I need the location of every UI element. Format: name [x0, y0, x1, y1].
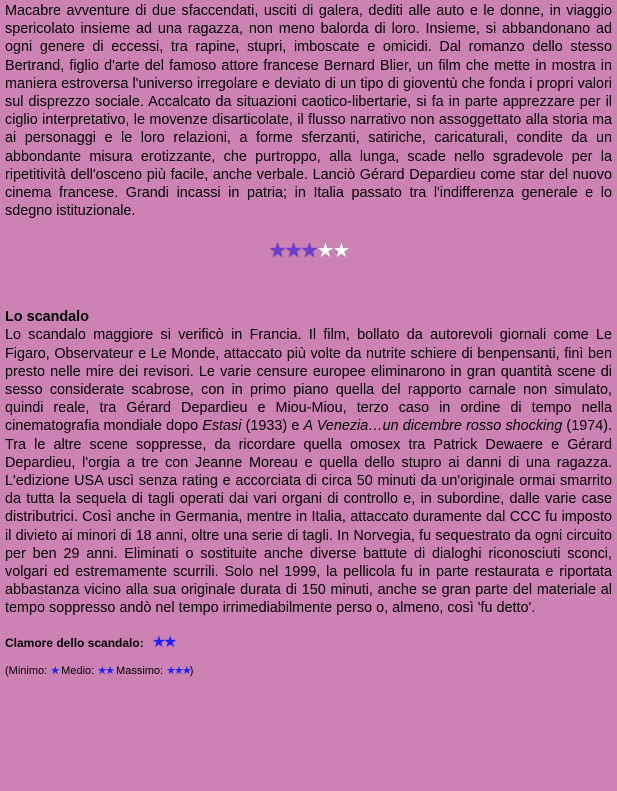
scandal-level-star-icons: ★★ — [151, 633, 175, 651]
scandal-section-title: Lo scandalo — [5, 309, 89, 326]
scandal-paragraph — [5, 326, 612, 617]
film-title-a-venezia: A Venezia…un dicembre rosso shocking — [303, 418, 563, 435]
legend-massimo-label: Massimo: — [112, 664, 167, 677]
synopsis-paragraph: Macabre avventure di due sfaccendati, usciti di galera, dediti alle auto e le donne, in viaggio spericolato insieme ad una ragazza, non meno balorda di loro. Insieme, si abbandonano ad ogni genere di eccessi, tra rapine, stupri, imboscate e omicidi. Dal romanzo dello stesso Bertrand, figlio d'arte del famoso attore francese Bernard Blier, un film che mette in mostra in maniera estroversa l'universo irregolare e deviato di un tipo di gioventù che fonda i propri valori sul disprezzo sociale. Accalcato da situazioni caotico-libertarie, si fa in parte apprezzare per il ciglio interpretativo, le movenze disarticolate, il flusso narrativo non assoggettato alla storia ma ai personaggi e le loro relazioni, a forme sferzanti, satiriche, caricaturali, condite da un abbondante misura erotizzante, che purtroppo, alla lunga, scade nello sgradevole per la ripetitività dell'osceno più facile, anche verbale. Lanciò Gérard Depardieu come star del nuovo cinema francese. Grandi incassi in patria; in Italia passato tra l'indifferenza generale e lo sdegno istituzionale. — [5, 3, 612, 220]
legend-massimo-star-icons: ★★★ — [166, 664, 190, 677]
rating-empty-star-icons: ★★ — [316, 240, 349, 263]
legend-min-star-icon: ★ — [50, 664, 59, 677]
legend-open: (Minimo: — [5, 664, 51, 677]
rating-stars — [5, 241, 612, 261]
scandal-level-label: Clamore dello scandalo: — [5, 635, 144, 650]
scandal-level — [5, 634, 612, 652]
scandal-text-part-2: (1933) e — [241, 418, 304, 435]
scandal-level-legend — [5, 664, 612, 678]
scandal-text-part-1: Lo scandalo maggiore si verificò in Francia. Il film, bollato da autorevoli giornali come Le Figaro, Observateur e Le Monde, attaccato più volte da nutrite schiere di benpensanti, finì ben presto nelle mire dei revisori. Le varie censure europee eliminarono in gran quantità scene di sesso considerate scabrose, con in primo piano quella del rapporto carnale non simulato, quindi reale, tra Gérard Depardieu e Miou-Miou, terzo caso in ordine di tempo nella cinematografia mondiale dopo — [5, 327, 612, 435]
legend-medio-star-icons: ★★ — [97, 664, 113, 677]
film-title-estasi: Estasi — [202, 418, 242, 435]
legend-close: ) — [189, 664, 194, 677]
scandal-text-part-3: (1974). Tra le altre scene soppresse, da ricordare quella omosex tra Patrick Dewaere e Gérard Depardieu, l'orgia a tre con Jeanne Moreau e quella dello stupro ai danni di una ragazza. L'edizione USA uscì senza rating e accorciata di circa 50 minuti da un'originale ormai smarrito da tutta la sequela di tagli operati dai vari organi di controllo e, in subordine, dalle varie case distributrici. Così anche in Germania, mentre in Italia, attaccato duramente dal CCC fu imposto il divieto ai minori di 18 anni, oltre una serie di tagli. In Norvegia, fu sequestrato da ogni circuito per ben 29 anni. Eliminati o sostituite anche diverse battute di dialoghi riconosciuti sconci, volgari ed estremamente scurrili. Solo nel 1999, la pellicola fu in parte restaurata e riportata abbastanza vicino alla sua originale durata di 150 minuti, anche se gran parte del materiale al tempo soppresso andò nel tempo irrimediabilmente perso o, almeno, così 'fu detto'. — [5, 418, 612, 617]
rating-filled-star-icons: ★★★ — [268, 240, 317, 263]
legend-medio-label: Medio: — [58, 664, 98, 677]
